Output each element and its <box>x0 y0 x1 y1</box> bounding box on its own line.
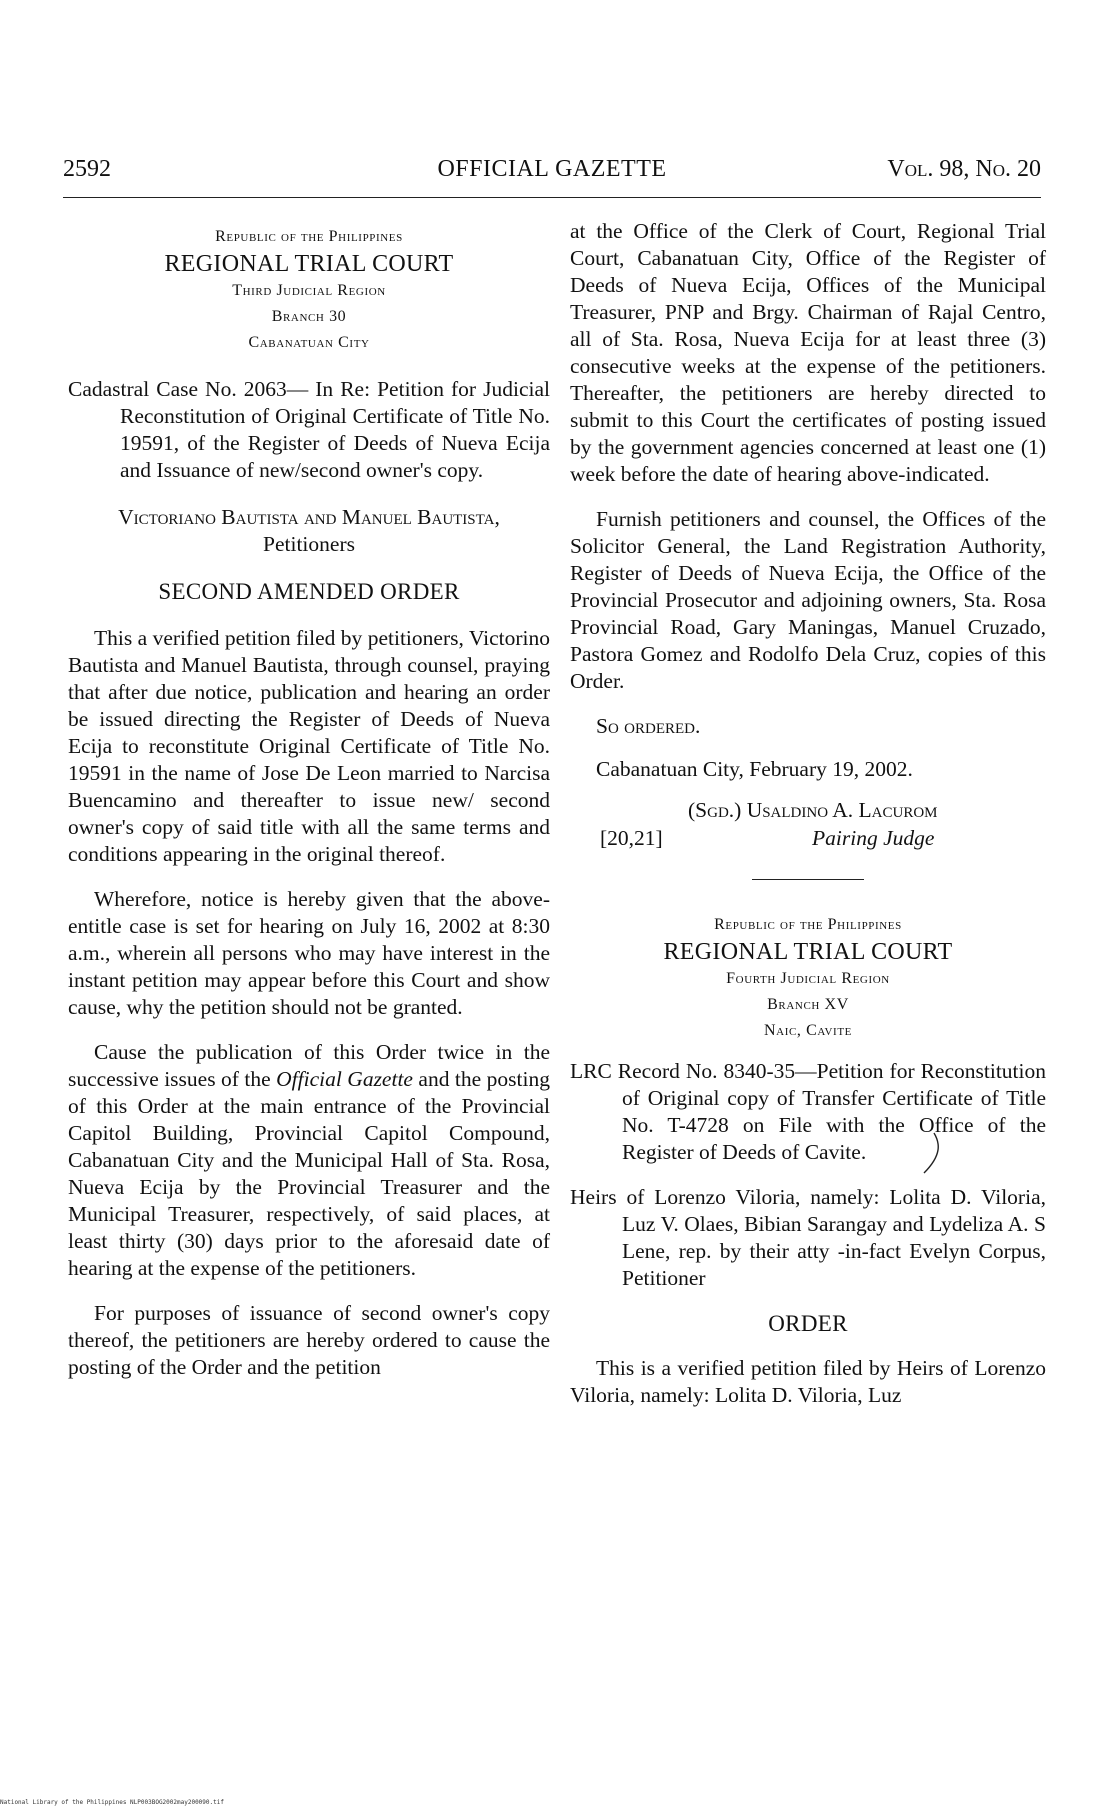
pen-mark-icon <box>920 1131 944 1175</box>
so-ordered: So ordered. <box>596 714 701 738</box>
court-name-2: REGIONAL TRIAL COURT <box>663 939 953 965</box>
court-country-2: Republic of the Philippines <box>714 916 902 933</box>
order-paragraph-3-start: Cause the publication of this Order twice in the successive issues of the <box>68 1040 550 1091</box>
court-branch: Branch 30 <box>271 308 347 325</box>
court-name: REGIONAL TRIAL COURT <box>164 251 454 277</box>
order-paragraph-1: This a verified petition filed by petitioners, Victorino Bautista and Manuel Bautista, through counsel, praying that after due notice, publication and hearing an order be issued directing the Register of Deeds of Nueva Ecija to reconstitute Original Certificate of Title No. 19591 in the name of Jose De Leon married to Narcisa Buencamino and thereafter to issue new/ second owner's copy of said title with all the same terms and conditions appearing in the original thereof. <box>68 626 550 866</box>
date-line: Cabanatuan City, February 19, 2002. <box>596 757 913 781</box>
publication-title: OFFICIAL GAZETTE <box>437 156 667 182</box>
volume-info: Vol. 98, No. 20 <box>887 156 1041 182</box>
left-column <box>68 224 550 1381</box>
scan-footer: National Library of the Philippines NLP003BOG2002may200090.tif <box>0 1799 224 1806</box>
court-country: Republic of the Philippines <box>215 228 403 245</box>
case-caption: Cadastral Case No. 2063— In Re: Petition for Judicial Reconstitution of Original Certificate of Title No. 19591, of the Register of Deeds of Nueva Ecija and Issuance of new/second owner's copy. <box>68 377 550 482</box>
judge-signature: (Sgd.) Usaldino A. Lacurom <box>688 798 938 822</box>
gazette-italic-reference: Official Gazette <box>276 1067 413 1091</box>
court-region-2: Fourth Judicial Region <box>726 970 890 987</box>
order-paragraph-4: For purposes of issuance of second owner's copy thereof, the petitioners are hereby ordered to cause the posting of the Order and the petition <box>68 1301 550 1379</box>
court-region: Third Judicial Region <box>232 282 386 299</box>
parties-names: Victoriano Bautista and Manuel Bautista, <box>118 505 500 529</box>
heirs-caption: Heirs of Lorenzo Viloria, namely: Lolita D. Viloria, Luz V. Olaes, Bibian Sarangay and Lydeliza A. S Lene, rep. by their atty -in-fact Evelyn Corpus, Petitioner <box>570 1185 1046 1290</box>
parties-role: Petitioners <box>263 532 355 556</box>
furnish-paragraph: Furnish petitioners and counsel, the Offices of the Solicitor General, the Land Registration Authority, Register of Deeds of Nueva Ecija, the Office of the Provincial Prosecutor and adjoining owners, Sta. Rosa Provincial Road, Gary Maningas, Manuel Cruzado, Pastora Gomez and Rodolfo Dela Cruz, copies of this Order. <box>570 507 1046 693</box>
court-branch-2: Branch XV <box>767 996 849 1013</box>
judge-title: Pairing Judge <box>812 826 935 850</box>
order-title: SECOND AMENDED ORDER <box>158 579 460 604</box>
signature-block <box>570 797 1046 853</box>
header-rule <box>63 197 1041 198</box>
order-paragraph-2: Wherefore, notice is hereby given that the above-entitle case is set for hearing on July 16, 2002 at 8:30 a.m., wherein all persons who may have interest in the instant petition may appear before this Court and show cause, why the petition should not be granted. <box>68 887 550 1019</box>
order-title-2: ORDER <box>768 1311 848 1336</box>
court-city: Cabanatuan City <box>248 334 370 351</box>
court-city-2: Naic, Cavite <box>764 1022 852 1039</box>
order-paragraph-3 <box>68 1039 550 1282</box>
page-number: 2592 <box>63 156 111 182</box>
court-heading-2 <box>570 912 1046 1044</box>
record-caption: LRC Record No. 8340-35—Petition for Reconstitution of Original copy of Transfer Certificate of Title No. T-4728 on File with the Office of the Register of Deeds of Cavite. <box>570 1059 1046 1164</box>
right-column <box>570 218 1046 1409</box>
order-paragraph-3-end: and the posting of this Order at the main entrance of the Provincial Capitol Building, Provincial Capitol Compound, Cabanatuan City and the Municipal Hall of Sta. Rosa, Nueva Ecija by the Provincial Treasurer and the Municipal Treasurer, respectively, of said places, at least thirty (30) days prior to the aforesaid date of hearing at the expense of the petitioners. <box>68 1067 550 1280</box>
court-heading <box>68 224 550 356</box>
order-paragraph-continued: at the Office of the Clerk of Court, Regional Trial Court, Cabanatuan City, Office of the Register of Deeds of Nueva Ecija, Offices of the Municipal Treasurer, PNP and Brgy. Chairman of Rajal Centro, all of Sta. Rosa, Nueva Ecija for at least three (3) consecutive weeks at the expense of the petitioners. Thereafter, the petitioners are hereby directed to submit to this Court the certificates of posting issued by the government agencies concerned at least one (1) week before the date of hearing above-indicated. <box>570 219 1046 486</box>
issue-reference: [20,21] <box>600 826 663 850</box>
page-header <box>63 156 1041 190</box>
order-paragraph-last: This is a verified petition filed by Heirs of Lorenzo Viloria, namely: Lolita D. Viloria, Luz <box>570 1356 1046 1407</box>
